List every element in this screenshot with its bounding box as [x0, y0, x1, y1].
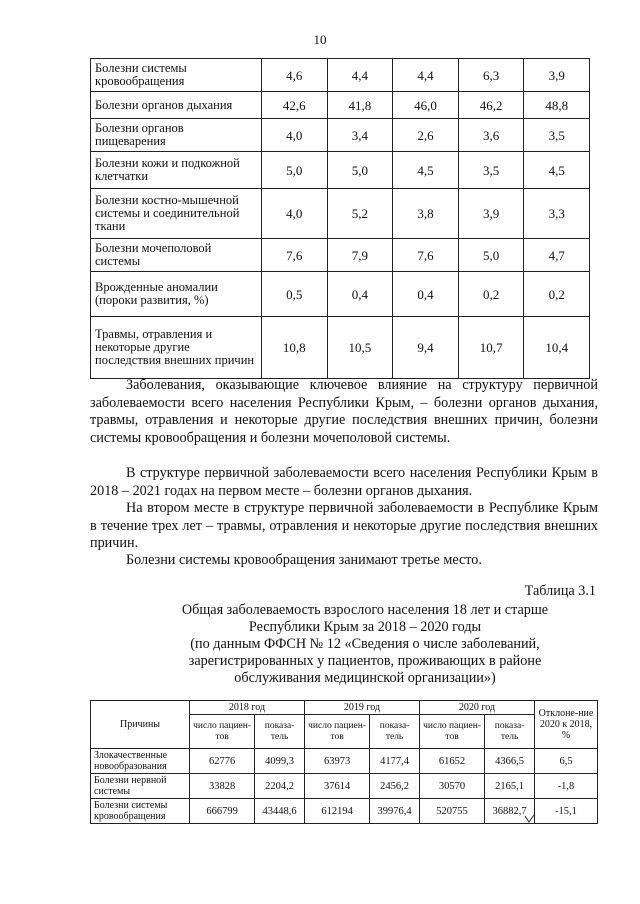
table-label: Таблица 3.1 — [524, 583, 596, 599]
cell-value: 39976,4 — [370, 799, 420, 824]
cell-value: 5,0 — [458, 239, 524, 272]
cell-value: 61652 — [419, 749, 484, 774]
cell-value: 5,2 — [327, 189, 393, 239]
header-indicator-2018: показа-тель — [255, 715, 305, 749]
cell-value: 4,6 — [262, 59, 328, 92]
cell-value: 4,5 — [393, 152, 459, 189]
cell-value: 2456,2 — [370, 774, 420, 799]
table-row — [91, 799, 598, 824]
cell-value: 2204,2 — [255, 774, 305, 799]
cell-value: 33828 — [190, 774, 255, 799]
header-patients-2018: число пациен-тов — [190, 715, 255, 749]
table-title-line-2: Республики Крым за 2018 – 2020 годы — [248, 619, 482, 635]
cell-value: 7,9 — [327, 239, 393, 272]
cell-value: 3,9 — [458, 189, 524, 239]
cell-value: 2165,1 — [485, 774, 535, 799]
adult-morbidity-table — [90, 700, 598, 824]
cell-value: 37614 — [304, 774, 369, 799]
cell-value: 42,6 — [262, 92, 328, 119]
table-header-row — [91, 701, 598, 715]
cell-value: 43448,6 — [255, 799, 305, 824]
cell-value: 4,0 — [262, 189, 328, 239]
header-deviation: Отклоне-ние 2020 к 2018, % — [535, 701, 598, 749]
cell-value: 0,2 — [524, 272, 590, 317]
row-cause: Болезни костно-мышечной системы и соединительной ткани — [91, 189, 262, 239]
cell-value: 520755 — [419, 799, 484, 824]
cell-value: 10,5 — [327, 317, 393, 379]
cell-value: 3,5 — [458, 152, 524, 189]
cell-value: 4366,5 — [485, 749, 535, 774]
cell-value: 0,5 — [262, 272, 328, 317]
cell-value: 46,0 — [393, 92, 459, 119]
cell-value: 4177,4 — [370, 749, 420, 774]
table-row — [91, 152, 590, 189]
page-number: 10 — [313, 32, 327, 47]
row-cause: Злокачественные новообразования — [91, 749, 190, 774]
cell-value: 6,5 — [535, 749, 598, 774]
cell-value: 0,4 — [327, 272, 393, 317]
cell-value: 9,4 — [393, 317, 459, 379]
table-row — [91, 317, 590, 379]
cell-value: 48,8 — [524, 92, 590, 119]
table-title-line-3: (по данным ФФСН № 12 «Сведения о числе заболеваний, — [190, 636, 540, 652]
paragraph-second-place: На втором месте в структуре первичной заболеваемости в Республике Крым в течение трех лет – травмы, отравления и некоторые другие последствия внешних причин. — [90, 500, 598, 551]
cell-value: 666799 — [190, 799, 255, 824]
row-cause: Болезни кожи и подкожной клетчатки — [91, 152, 262, 189]
header-indicator-2020: показа-тель — [485, 715, 535, 749]
row-cause: Болезни органов дыхания — [91, 92, 262, 119]
cell-value: 6,3 — [458, 59, 524, 92]
cell-value: 30570 — [419, 774, 484, 799]
cell-value: 5,0 — [262, 152, 328, 189]
cell-value: 3,4 — [327, 119, 393, 152]
cell-value: 3,9 — [524, 59, 590, 92]
row-cause: Болезни системы кровообращения — [91, 799, 190, 824]
cell-value: 36882,7 — [485, 799, 535, 824]
cell-value: 10,4 — [524, 317, 590, 379]
table-title-line-5: обслуживания медицинской организации») — [234, 670, 496, 686]
cell-value: 3,5 — [524, 119, 590, 152]
row-cause: Травмы, отравления и некоторые другие последствия внешних причин — [91, 317, 262, 379]
handwritten-mark-icon — [524, 812, 536, 824]
header-year-2020: 2020 год — [419, 701, 534, 715]
table-row — [91, 189, 590, 239]
cell-value: 612194 — [304, 799, 369, 824]
cell-value: 4,4 — [393, 59, 459, 92]
paragraph-third-place: Болезни системы кровообращения занимают третье место. — [126, 552, 482, 568]
header-patients-2019: число пациен-тов — [304, 715, 369, 749]
header-indicator-2019: показа-тель — [370, 715, 420, 749]
cell-value: 4,0 — [262, 119, 328, 152]
table-title-line-4: зарегистрированных у пациентов, проживающих в районе — [188, 653, 542, 669]
row-cause: Болезни мочеполовой системы — [91, 239, 262, 272]
cell-value: -15,1 — [535, 799, 598, 824]
row-cause: Болезни системы кровообращения — [91, 59, 262, 92]
header-causes: Причины — [91, 701, 190, 749]
row-cause: Болезни нервной системы — [91, 774, 190, 799]
morbidity-structure-table — [90, 58, 590, 379]
cell-value: 3,3 — [524, 189, 590, 239]
cell-value: 2,6 — [393, 119, 459, 152]
cell-value: 3,6 — [458, 119, 524, 152]
cell-value: 7,6 — [393, 239, 459, 272]
row-cause: Врожденные аномалии (пороки развития, %) — [91, 272, 262, 317]
cell-value: 10,7 — [458, 317, 524, 379]
table-row — [91, 92, 590, 119]
cell-value: 10,8 — [262, 317, 328, 379]
cell-value: 5,0 — [327, 152, 393, 189]
cell-value: 62776 — [190, 749, 255, 774]
cell-value: 63973 — [304, 749, 369, 774]
header-year-2018: 2018 год — [190, 701, 305, 715]
cell-value: 4099,3 — [255, 749, 305, 774]
table-row — [91, 59, 590, 92]
cell-value: 41,8 — [327, 92, 393, 119]
cell-value: -1,8 — [535, 774, 598, 799]
header-patients-2020: число пациен-тов — [419, 715, 484, 749]
row-cause: Болезни органов пищеварения — [91, 119, 262, 152]
table-row — [91, 119, 590, 152]
cell-value: 4,4 — [327, 59, 393, 92]
table-row — [91, 749, 598, 774]
table-row — [91, 239, 590, 272]
cell-value: 46,2 — [458, 92, 524, 119]
cell-value: 4,7 — [524, 239, 590, 272]
cell-value: 3,8 — [393, 189, 459, 239]
cell-value: 7,6 — [262, 239, 328, 272]
cell-value: 0,2 — [458, 272, 524, 317]
paragraph-first-place: В структуре первичной заболеваемости всего населения Республики Крым в 2018 – 2021 годах на первом месте – болезни органов дыхания. — [90, 465, 598, 499]
table-title-line-1: Общая заболеваемость взрослого населения 18 лет и старше — [181, 602, 549, 618]
table-row — [91, 774, 598, 799]
paragraph-key-diseases: Заболевания, оказывающие ключевое влияние на структуру первичной заболеваемости всего населения Республики Крым, – болезни органов дыхания, травмы, отравления и некоторые другие последствия внешних причин, болезни системы кровообращения и болезни мочеполовой системы. — [90, 377, 598, 446]
cell-value: 0,4 — [393, 272, 459, 317]
cell-value: 4,5 — [524, 152, 590, 189]
table-row — [91, 272, 590, 317]
header-year-2019: 2019 год — [304, 701, 419, 715]
